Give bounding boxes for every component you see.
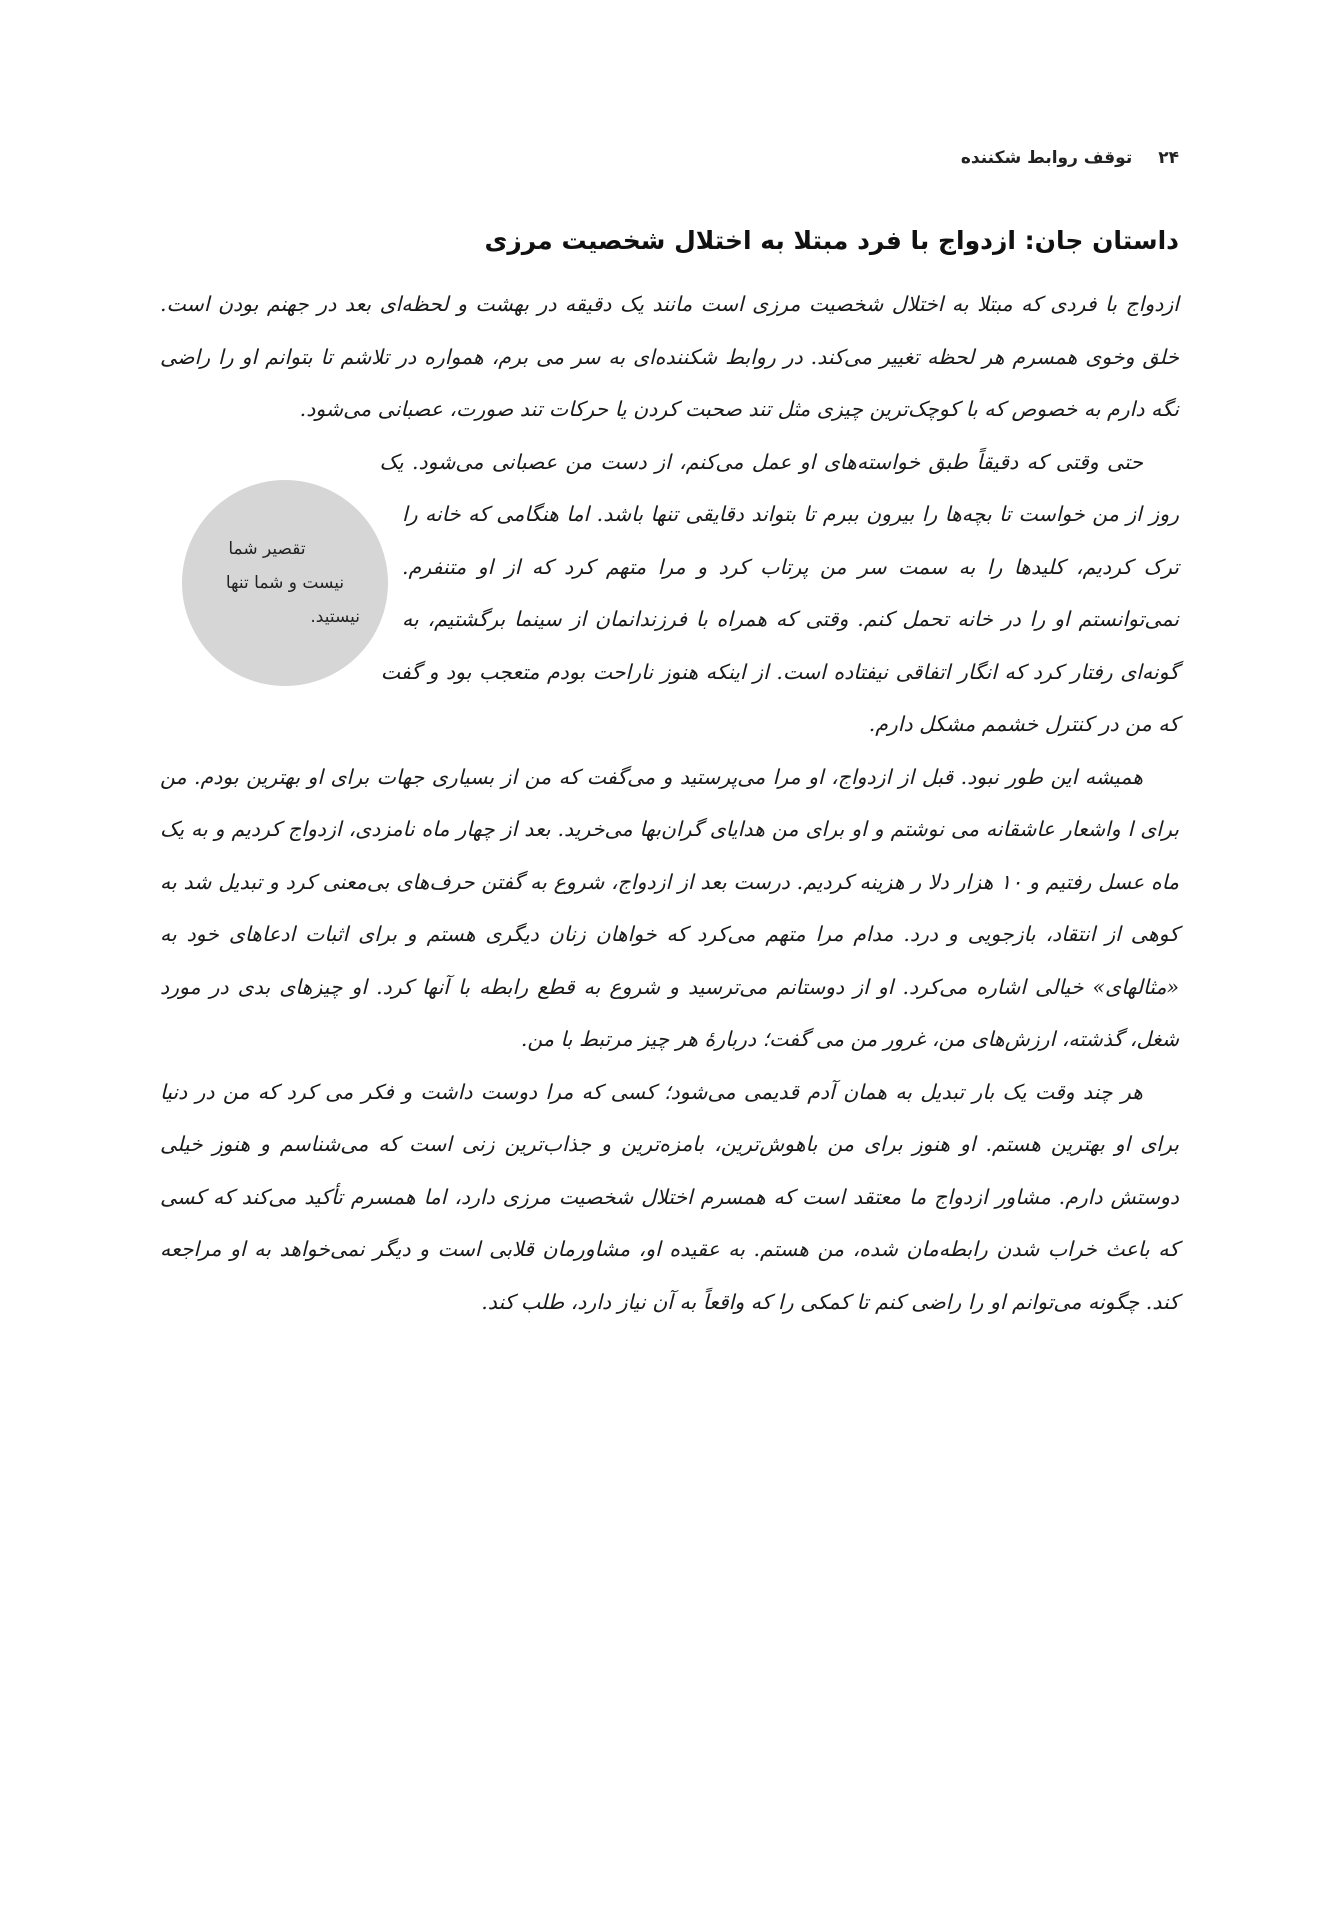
page-number: ۲۴ [1158,148,1179,168]
paragraph-2 [160,436,1179,751]
book-title: توقف روابط شکننده [960,148,1133,168]
section-title: داستان جان: ازدواج با فرد مبتلا به اختلال شخصیت مرزی [484,226,1179,255]
paragraph-3: همیشه این طور نبود. قبل از ازدواج، او مرا می‌پرستید و می‌گفت که من از بسیاری جهات برای او بهترین بودم. من برای ا واشعار عاشقانه می نوشتم و او برای من هدایای گران‌بها می‌خرید. بعد از چهار ماه نامزدی، ازدواج کردیم و به یک ماه عسل رفتیم و ۱۰ هزار دلا ر هزینه کردیم. درست بعد از ازدواج، شروع به گفتن حرف‌های بی‌معنی کرد و تبدیل شد به کوهی از انتقاد، بازجویی و درد. مدام مرا متهم می‌کرد که خواهان زنان دیگری هستم و برای اثبات ادعاهای خود به «مثالهای» خیالی اشاره می‌کرد. او از دوستانم می‌ترسید و شروع به قطع رابطه با آنها کرد. او چیزهای بدی در مورد شغل، گذشته، ارزش‌های من، غرور من می گفت؛ دربارهٔ هر چیز مرتبط با من. [160,764,1179,1051]
pull-quote-text: تقصیر شما نیست و شما تنها نیستید. [225,538,360,627]
paragraph-2-text: حتی وقتی که دقیقاً طبق خواسته‌های او عمل می‌کنم، از دست من عصبانی می‌شود. یک روز از من خواست تا بچه‌ها را بیرون ببرم تا بتواند دقایقی تنها باشد. اما هنگامی که خانه را ترک کردیم، کلیدها را به سمت سر من پرتاب کرد و مرا متهم کرد که از او متنفرم. نمی‌توانستم او را در خانه تحمل کنم. وقتی که همراه با فرزندانمان از سینما برگشتیم، به گونه‌ای رفتار کرد که انگار اتفاقی نیفتاده است. از اینکه هنوز ناراحت بودم متعجب بود و گفت که من در کنترل خشمم مشکل دارم. [379,449,1179,736]
paragraph-1: ازدواج با فردی که مبتلا به اختلال شخصیت مرزی است مانند یک دقیقه در بهشت و لحظه‌ای بعد در جهنم بودن است. خلق وخوی همسرم هر لحظه تغییر می‌کند. در روابط شکننده‌ای به سر می برم، همواره در تلاشم تا بتوانم او را راضی نگه دارم به خصوص که با کوچک‌ترین چیزی مثل تند صحبت کردن یا حرکات تند صورت، عصبانی می‌شود. [160,292,1179,421]
body-text [160,278,1179,1328]
running-header [160,148,1179,168]
pull-quote-circle [182,480,388,686]
paragraph-4: هر چند وقت یک بار تبدیل به همان آدم قدیمی می‌شود؛ کسی که مرا دوست داشت و فکر می کرد که من در دنیا برای او بهترین هستم. او هنوز برای من باهوش‌ترین، بامزه‌ترین و جذاب‌ترین زنی است که می‌شناسم و هنوز خیلی دوستش دارم. مشاور ازدواج ما معتقد است که همسرم اختلال شخصیت مرزی دارد، اما همسرم تأکید می‌کند که کسی که باعث خراب شدن رابطه‌مان شده، من هستم. به عقیده او، مشاورمان قلابی است و دیگر نمی‌خواهد به او مراجعه کند. چگونه می‌توانم او را راضی کنم تا کمکی را که واقعاً به آن نیاز دارد، طلب کند. [160,1079,1179,1314]
